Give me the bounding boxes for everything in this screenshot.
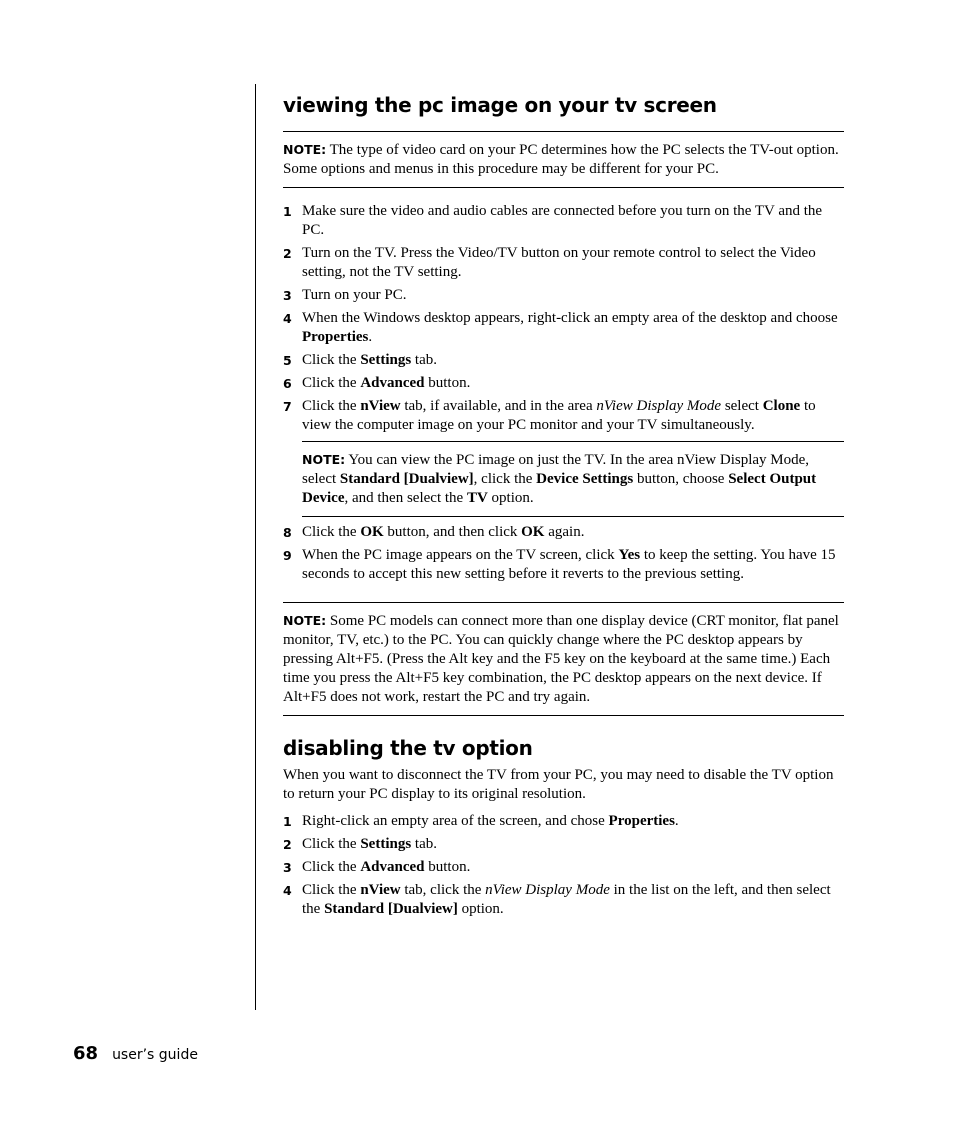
ui-term: TV: [466, 490, 488, 506]
ui-term: Properties: [302, 329, 369, 345]
list-item: [283, 202, 844, 240]
step-text: When the PC image appears on the TV screen, click: [302, 547, 619, 563]
ui-term: OK: [360, 524, 384, 540]
step-text: button.: [424, 375, 471, 391]
list-item: [283, 523, 844, 542]
step-text: tab, if available, and in the area: [400, 398, 597, 414]
section-heading-viewing: viewing the pc image on your tv screen: [283, 93, 717, 117]
step-text: option.: [457, 901, 504, 917]
step-text: again.: [544, 524, 585, 540]
list-item: [283, 351, 844, 370]
note-text: Some PC models can connect more than one display device (CRT monitor, flat panel monitor, TV, etc.) to the PC. You can quickly change where the PC desktop appears by pressing Alt+F5. (Press the Alt key and the F5 key on the keyboard at the same time.) Each time you press the Alt+F5 key combination, the PC desktop appears on the next device. If Alt+F5 does not work, restart the PC and try again.: [283, 613, 839, 705]
step-text: .: [674, 813, 679, 829]
ui-term: OK: [521, 524, 545, 540]
margin-rule: [255, 84, 256, 1010]
ui-term: Advanced: [360, 859, 425, 875]
step-number: 8: [283, 525, 292, 540]
page-content: [283, 92, 844, 919]
step-number: 3: [283, 288, 292, 303]
step-number: 3: [283, 860, 292, 875]
step-number: 1: [283, 814, 292, 829]
ui-term-italic: nView Display Mode: [485, 882, 610, 898]
section-intro: When you want to disconnect the TV from your PC, you may need to disable the TV option to return your PC display to its original resolution.: [283, 767, 834, 802]
list-item: [283, 812, 844, 831]
ui-term: nView: [360, 882, 401, 898]
ui-term: Select Output Device: [302, 471, 817, 506]
page-number: 68: [73, 1043, 99, 1064]
step-text: Click the: [302, 524, 361, 540]
ui-term: Settings: [360, 836, 412, 852]
step-text: button, and then click: [383, 524, 522, 540]
ui-term: Clone: [762, 398, 801, 414]
step-text: to view the computer image on your PC monitor and your TV simultaneously.: [302, 398, 816, 433]
page-footer: [73, 1043, 198, 1064]
ui-term: Yes: [618, 547, 641, 563]
step-number: 2: [283, 246, 292, 261]
list-item: [283, 835, 844, 854]
note-dualview: [302, 441, 844, 517]
step-text: Turn on the TV. Press the Video/TV button on your remote control to select the Video setting, not the TV setting.: [302, 245, 816, 280]
step-text: tab.: [411, 352, 437, 368]
step-number: 7: [283, 399, 292, 414]
running-footer-label: user’s guide: [112, 1047, 198, 1063]
step-text: Click the: [302, 836, 361, 852]
step-number: 5: [283, 353, 292, 368]
list-item: [283, 244, 844, 282]
step-text: button.: [424, 859, 471, 875]
step-text: select: [721, 398, 763, 414]
ui-term-italic: nView Display Mode: [596, 398, 722, 414]
step-text: in the list on the left, and then select the: [302, 882, 831, 917]
list-item: [283, 309, 844, 347]
note-text: The type of video card on your PC determines how the PC selects the TV-out option. Some options and menus in this procedure may be different for your PC.: [283, 142, 839, 177]
step-number: 9: [283, 548, 292, 563]
list-item: [283, 374, 844, 393]
step-text: tab.: [411, 836, 437, 852]
list-item: [283, 858, 844, 877]
step-text: Right-click an empty area of the screen, and chose: [302, 813, 609, 829]
steps-list-viewing-continued: [283, 523, 844, 584]
note-text: , and then select the: [344, 490, 467, 506]
step-text: When the Windows desktop appears, right-click an empty area of the desktop and choose: [302, 310, 838, 326]
list-item: [283, 286, 844, 305]
step-text: Click the: [302, 859, 361, 875]
note-label: NOTE:: [283, 142, 327, 157]
step-number: 1: [283, 204, 292, 219]
step-number: 6: [283, 376, 292, 391]
ui-term: Standard [Dualview]: [339, 471, 474, 487]
step-text: Click the: [302, 352, 361, 368]
list-item: [283, 881, 844, 919]
steps-list-disabling: [283, 812, 844, 919]
ui-term: Standard [Dualview]: [324, 901, 458, 917]
note-label: NOTE:: [283, 613, 327, 628]
ui-term: Properties: [608, 813, 675, 829]
step-text: to keep the setting. You have 15 seconds to accept this new setting before it reverts to the previous setting.: [302, 547, 836, 582]
ui-term: nView: [360, 398, 401, 414]
ui-term: Device Settings: [536, 471, 634, 487]
step-number: 2: [283, 837, 292, 852]
step-text: Click the: [302, 375, 361, 391]
step-text: tab, click the: [400, 882, 486, 898]
note-text: option.: [487, 490, 534, 506]
note-label: NOTE:: [302, 452, 346, 467]
note-alt-f5: [283, 602, 844, 716]
steps-list-viewing: [283, 202, 844, 435]
step-text: Click the: [302, 882, 361, 898]
step-number: 4: [283, 883, 292, 898]
step-text: Click the: [302, 398, 361, 414]
note-text: , click the: [473, 471, 537, 487]
section-heading-disabling: disabling the tv option: [283, 736, 533, 760]
step-text: .: [368, 329, 373, 345]
note-video-card: [283, 131, 844, 188]
list-item: [283, 546, 844, 584]
ui-term: Settings: [360, 352, 412, 368]
note-text: You can view the PC image on just the TV. In the area nView Display Mode, select: [302, 452, 810, 487]
step-text: Turn on your PC.: [302, 287, 407, 303]
note-text: button, choose: [633, 471, 729, 487]
step-text: Make sure the video and audio cables are connected before you turn on the TV and the PC.: [302, 203, 823, 238]
ui-term: Advanced: [360, 375, 425, 391]
list-item: [283, 397, 844, 435]
step-number: 4: [283, 311, 292, 326]
